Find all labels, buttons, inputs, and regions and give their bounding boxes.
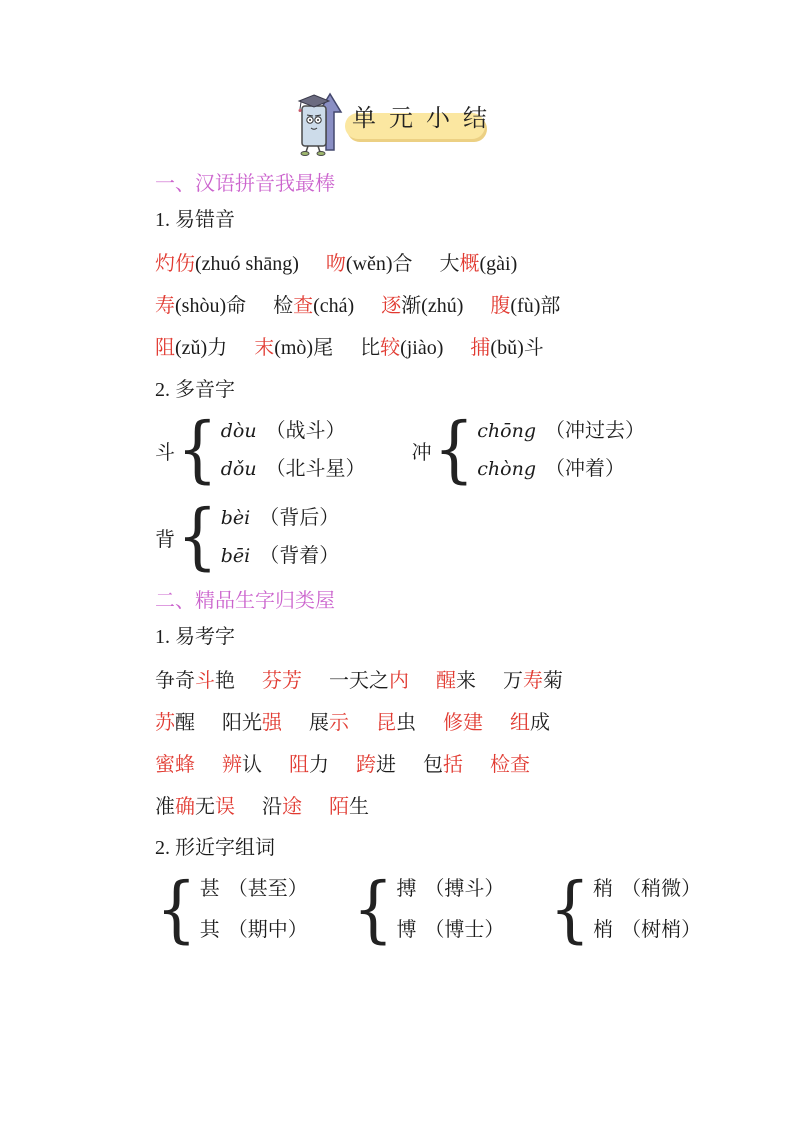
example-word: （期中） — [227, 919, 308, 941]
key-character: 组 — [510, 712, 530, 734]
plain-text: 包 — [423, 754, 443, 776]
key-character: 陌 — [329, 796, 349, 818]
key-character: 蜜蜂 — [155, 754, 195, 776]
plain-text: (bǔ)斗 — [490, 337, 544, 359]
word-group — [490, 295, 560, 317]
pinyin-line — [155, 331, 571, 360]
pinyin: dǒu — [220, 458, 257, 480]
key-character: 确 — [175, 796, 195, 818]
word-group — [222, 754, 262, 776]
example-word: （战斗） — [265, 420, 346, 442]
plain-text: 认 — [242, 754, 262, 776]
word-group — [381, 295, 463, 317]
pronunciation-row — [221, 450, 366, 488]
word-group — [510, 712, 550, 734]
brace-icon: { — [433, 408, 475, 492]
polyphonic-rows — [221, 499, 339, 575]
key-character: 示 — [329, 712, 349, 734]
similar-row — [396, 869, 504, 910]
polyphonic-group — [155, 495, 340, 579]
key-character: 辨 — [222, 754, 242, 776]
word-group — [155, 754, 195, 776]
key-character: 昆 — [376, 712, 396, 734]
similar-group — [548, 869, 701, 951]
example-word: （背后） — [259, 507, 340, 529]
plain-text: 无 — [195, 796, 215, 818]
word-group — [262, 670, 302, 692]
similar-group — [352, 869, 505, 951]
plain-text: 力 — [309, 754, 329, 776]
word-group — [440, 253, 518, 275]
plain-text: 比 — [360, 337, 381, 359]
key-character: 捕 — [470, 337, 491, 359]
pinyin: bèi — [220, 507, 251, 529]
word-group — [326, 253, 413, 275]
character: 博 — [396, 919, 417, 941]
example-word: （背着） — [259, 545, 340, 567]
similar-row — [200, 910, 308, 951]
section1-sub1: 1. 易错音 — [155, 209, 235, 231]
word-group — [490, 754, 530, 776]
pinyin: chōng — [477, 420, 536, 442]
similar-group — [155, 869, 308, 951]
similar-rows — [396, 869, 504, 951]
plain-text: 展 — [309, 712, 329, 734]
plain-text: 一天之 — [329, 670, 389, 692]
similar-row — [593, 910, 701, 951]
key-character: 强 — [262, 712, 282, 734]
word-group — [155, 253, 299, 275]
plain-text: 艳 — [215, 670, 235, 692]
word-group — [254, 337, 333, 359]
character: 梢 — [593, 919, 614, 941]
section2-sub1: 1. 易考字 — [155, 626, 235, 648]
section1-heading: 一、汉语拼音我最棒 — [155, 173, 335, 195]
similar-characters-row — [155, 869, 701, 951]
plain-text: (wěn)合 — [345, 253, 413, 275]
key-character: 阻 — [155, 337, 175, 359]
key-character: 括 — [443, 754, 463, 776]
word-group — [273, 295, 354, 317]
word-group — [155, 670, 235, 692]
word-group — [329, 670, 409, 692]
character: 其 — [199, 919, 220, 941]
plain-text: 渐(zhú) — [401, 295, 464, 317]
pinyin-line — [155, 289, 587, 318]
section2-heading: 二、精品生字归类屋 — [155, 590, 335, 612]
plain-text: 阳光 — [222, 712, 262, 734]
section2-sub2: 2. 形近字组词 — [155, 837, 275, 859]
polyphonic-rows — [221, 412, 366, 488]
example-word: （冲过去） — [545, 420, 645, 442]
key-character: 阻 — [289, 754, 309, 776]
word-group — [443, 712, 483, 734]
pronunciation-row — [221, 412, 366, 450]
plain-text: 菊 — [543, 670, 563, 692]
word-group — [155, 295, 246, 317]
polyphonic-row — [155, 408, 645, 492]
key-character: 末 — [254, 337, 275, 359]
word-group — [155, 712, 195, 734]
character: 甚 — [199, 878, 220, 900]
brace-icon: { — [156, 868, 197, 952]
polyphonic-group — [155, 408, 366, 492]
character-line — [155, 790, 396, 819]
word-group — [155, 337, 227, 359]
character-line — [155, 664, 590, 693]
key-character: 途 — [282, 796, 302, 818]
key-character: 醒 — [436, 670, 456, 692]
title-block — [296, 92, 506, 160]
key-character: 内 — [389, 670, 409, 692]
word-group — [222, 712, 282, 734]
word-group — [503, 670, 563, 692]
polyphonic-base-char: 斗 — [155, 441, 175, 464]
plain-text: 沿 — [262, 796, 282, 818]
word-group — [470, 337, 543, 359]
polyphonic-group — [411, 408, 645, 492]
plain-text: 争奇 — [155, 670, 195, 692]
word-group — [423, 754, 463, 776]
plain-text: 成 — [530, 712, 550, 734]
key-character: 斗 — [195, 670, 215, 692]
plain-text: (chá) — [313, 295, 355, 317]
plain-text: 准 — [155, 796, 175, 818]
brace-icon: { — [352, 868, 394, 952]
word-group — [309, 712, 349, 734]
example-word: （树梢） — [621, 919, 702, 941]
key-character: 概 — [459, 253, 480, 275]
character-line — [155, 748, 557, 777]
plain-text: 生 — [349, 796, 369, 818]
key-character: 灼伤 — [155, 253, 195, 275]
plain-text: 大 — [439, 253, 460, 275]
key-character: 吻 — [325, 253, 346, 275]
key-character: 误 — [215, 796, 235, 818]
plain-text: 检 — [273, 295, 294, 317]
key-character: 逐 — [381, 295, 402, 317]
similar-row — [396, 910, 504, 951]
pronunciation-row — [477, 412, 645, 450]
example-word: （搏斗） — [424, 878, 505, 900]
plain-text: (zǔ)力 — [175, 337, 228, 359]
word-group — [289, 754, 329, 776]
plain-text: (jiào) — [400, 337, 444, 359]
polyphonic-base-char: 冲 — [411, 441, 432, 464]
key-character: 芬芳 — [262, 670, 302, 692]
graduate-mascot-with-up-arrow-icon — [296, 92, 348, 163]
pinyin-line — [155, 247, 544, 276]
plain-text: 来 — [456, 670, 476, 692]
brace-icon: { — [177, 408, 218, 492]
character: 搏 — [396, 878, 417, 900]
word-group — [356, 754, 396, 776]
plain-text: (mò)尾 — [274, 337, 334, 359]
pronunciation-row — [221, 499, 339, 537]
character-line — [155, 706, 577, 735]
polyphonic-row — [155, 495, 340, 579]
example-word: （博士） — [424, 919, 505, 941]
polyphonic-base-char: 背 — [155, 528, 175, 551]
word-group — [436, 670, 476, 692]
pinyin: chòng — [477, 458, 536, 480]
key-character: 寿 — [155, 295, 175, 317]
brace-icon: { — [549, 868, 591, 952]
plain-text: (shòu)命 — [175, 295, 247, 317]
word-group — [376, 712, 416, 734]
key-character: 查 — [293, 295, 314, 317]
plain-text: (fù)部 — [510, 295, 561, 317]
section1-sub2: 2. 多音字 — [155, 379, 235, 401]
example-word: （北斗星） — [265, 458, 366, 480]
pinyin: bēi — [220, 545, 251, 567]
key-character: 检查 — [490, 754, 530, 776]
key-character: 寿 — [523, 670, 543, 692]
example-word: （甚至） — [227, 878, 308, 900]
plain-text: 进 — [376, 754, 396, 776]
similar-row — [593, 869, 701, 910]
key-character: 跨 — [356, 754, 376, 776]
similar-rows — [593, 869, 701, 951]
key-character: 较 — [380, 337, 401, 359]
pronunciation-row — [477, 450, 645, 488]
plain-text: 万 — [503, 670, 523, 692]
key-character: 苏 — [155, 712, 175, 734]
page-title: 单元小结 — [352, 106, 500, 132]
plain-text: 虫 — [396, 712, 416, 734]
similar-rows — [200, 869, 308, 951]
character: 稍 — [593, 878, 614, 900]
plain-text: (zhuó shāng) — [195, 253, 299, 275]
word-group — [155, 796, 235, 818]
brace-icon: { — [177, 495, 218, 579]
plain-text: (gài) — [479, 253, 518, 275]
example-word: （稍微） — [621, 878, 702, 900]
key-character: 腹 — [490, 295, 511, 317]
word-group — [360, 337, 443, 359]
word-group — [262, 796, 302, 818]
plain-text: 醒 — [175, 712, 195, 734]
polyphonic-rows — [477, 412, 645, 488]
pinyin: dòu — [220, 420, 257, 442]
word-group — [329, 796, 369, 818]
similar-row — [200, 869, 308, 910]
key-character: 修建 — [443, 712, 483, 734]
pronunciation-row — [221, 537, 339, 575]
example-word: （冲着） — [545, 458, 625, 480]
